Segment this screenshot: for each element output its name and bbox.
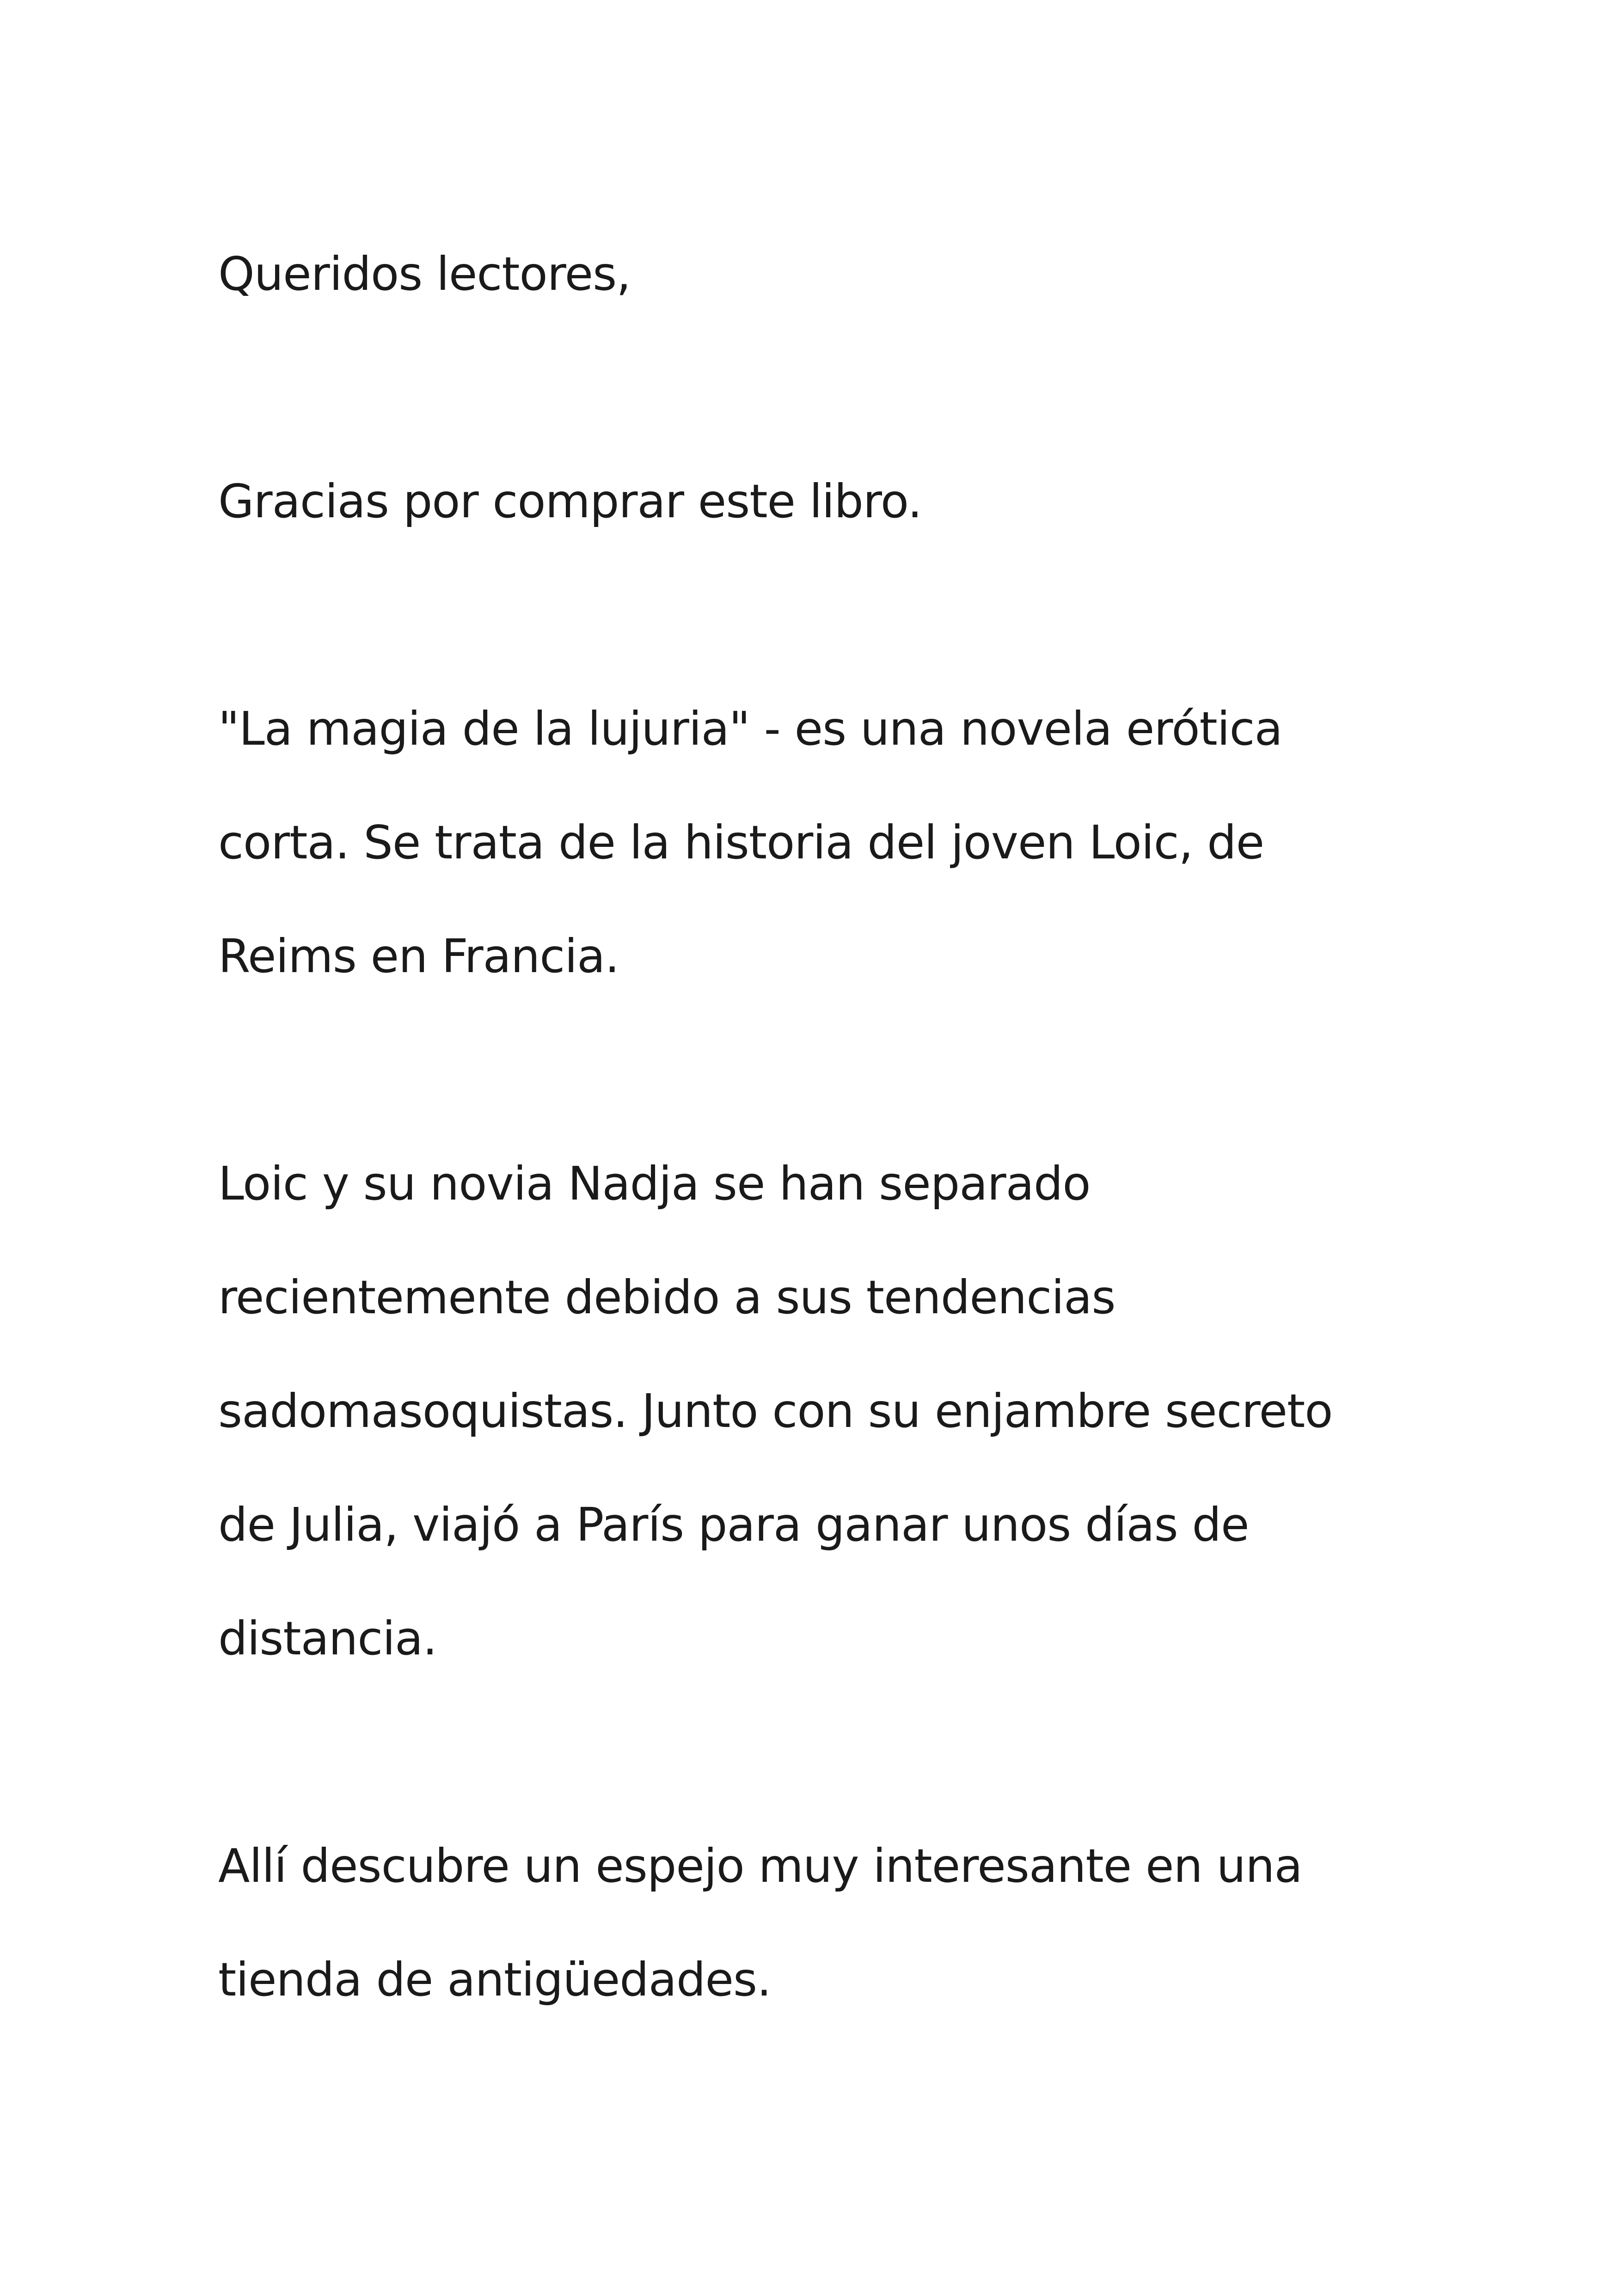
text-line: Reims en Francia.: [218, 929, 619, 983]
text-line: Queridos lectores,: [218, 247, 631, 301]
text-line: recientemente debido a sus tendencias: [218, 1270, 1115, 1324]
paragraph-story: [218, 1127, 1466, 1696]
text-line: Allí descubre un espejo muy interesante en una: [218, 1839, 1302, 1893]
text-line: "La magia de la lujuria" - es una novela erótica: [218, 702, 1282, 756]
text-line: tienda de antigüedades.: [218, 1953, 771, 2007]
paragraph-thanks: [218, 445, 1466, 558]
paragraph-novel-intro: [218, 672, 1466, 1013]
paragraph-greeting: [218, 217, 1466, 331]
paragraph-mirror: [218, 1809, 1466, 2037]
text-line: Loic y su novia Nadja se han separado: [218, 1157, 1091, 1211]
text-line: de Julia, viajó a París para ganar unos días de: [218, 1498, 1249, 1552]
body-text: [218, 217, 1466, 2037]
text-line: sadomasoquistas. Junto con su enjambre secreto: [218, 1384, 1333, 1438]
text-line: corta. Se trata de la historia del joven Loic, de: [218, 815, 1264, 869]
text-line: Gracias por comprar este libro.: [218, 474, 922, 528]
text-line: distancia.: [218, 1611, 437, 1665]
